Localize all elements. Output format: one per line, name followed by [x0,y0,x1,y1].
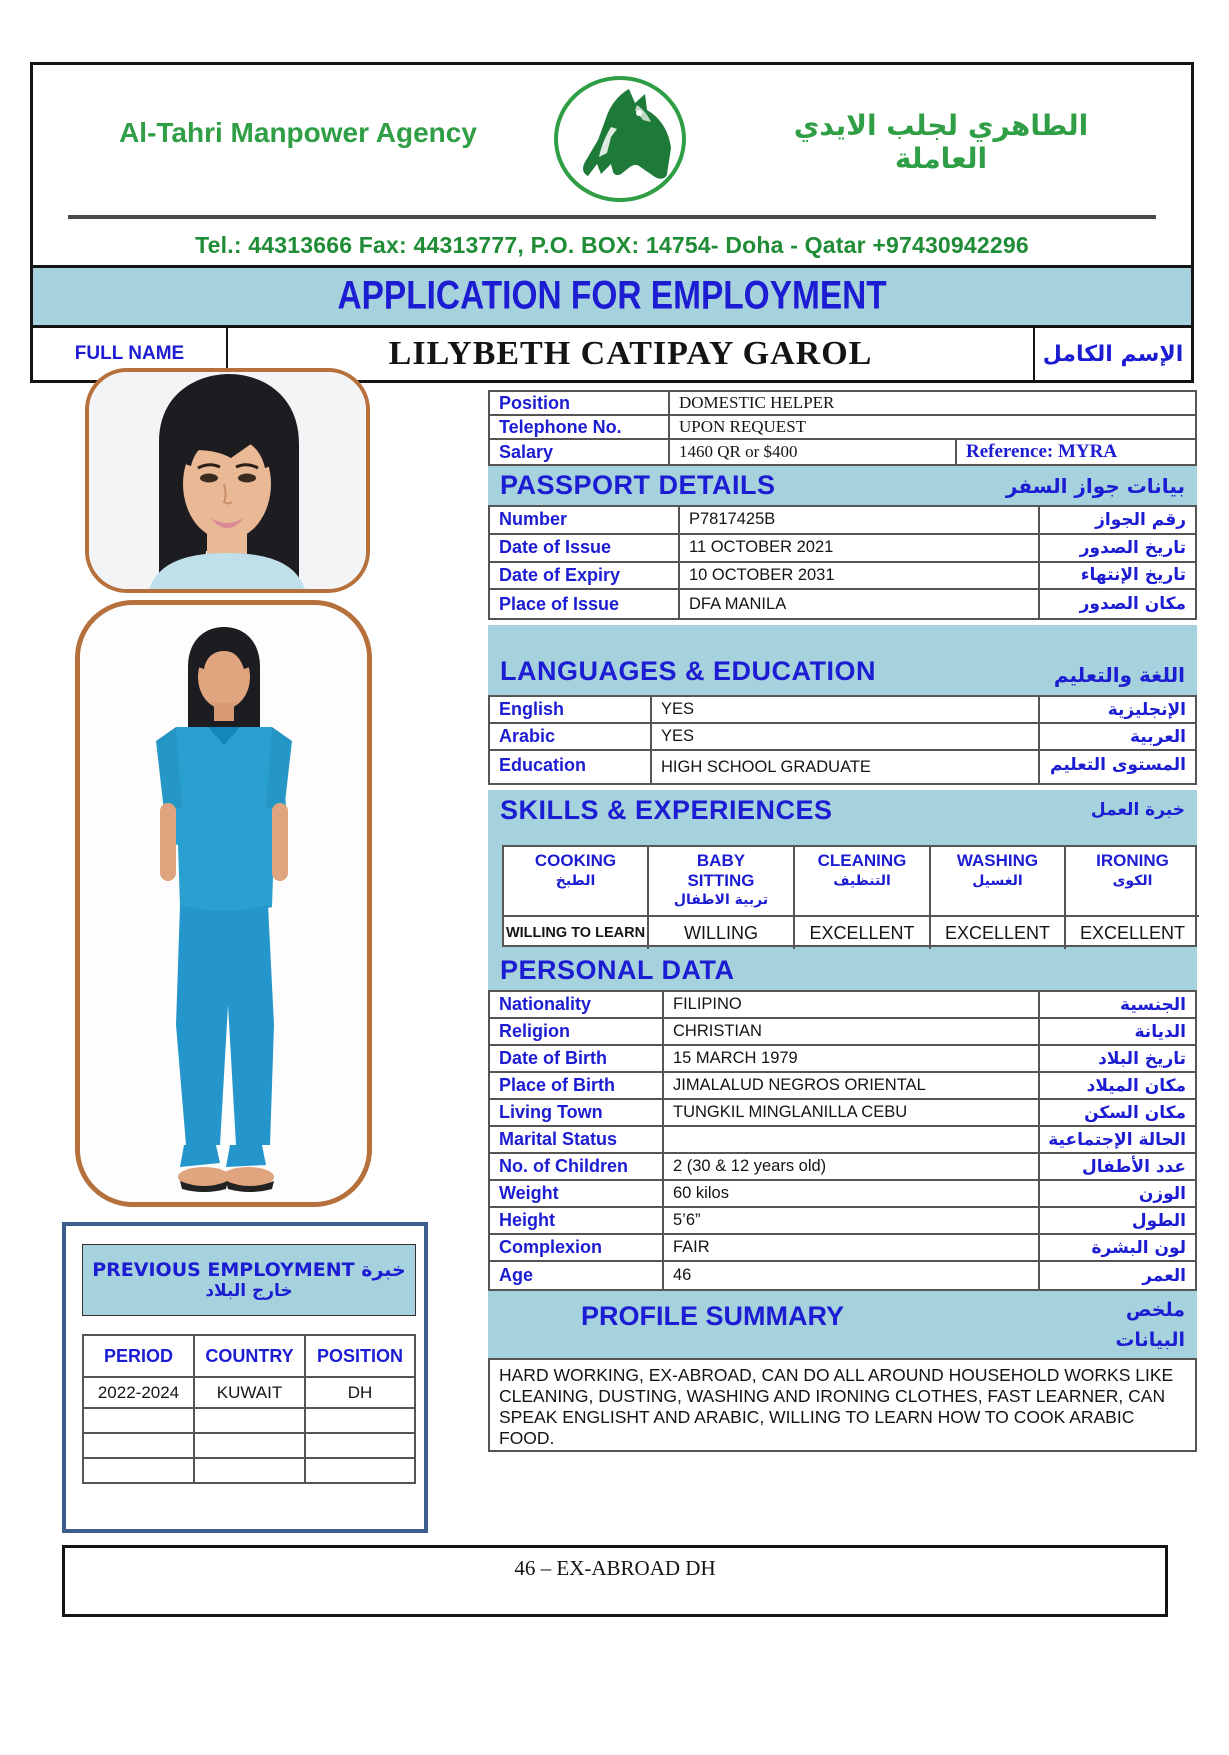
arabic-label: Arabic [490,724,652,751]
skill-ironing-rating: EXCELLENT [1079,922,1186,943]
passport-number-value: P7817425B [680,507,1040,535]
passport-number-label-arabic: رقم الجواز [1040,507,1195,535]
passport-issue-label-arabic: تاريخ الصدور [1040,535,1195,563]
employment-row-country [195,1459,306,1482]
agency-name-arabic: الطاهري لجلب الايدي العاملة [793,109,1089,175]
employment-row-period [84,1459,195,1482]
skill-cleaning-header: CLEANING التنظيف [795,847,931,917]
previous-employment-title-arabic: خارج البلاد [205,1281,293,1301]
languages-title-arabic: اللغة والتعليم [1053,663,1185,687]
profile-title-arabic: ملخص البيانات [1115,1299,1185,1352]
agency-contact-line: Tel.: 44313666 Fax: 44313777, P.O. BOX: 14754- Doha - Qatar +97430942296 [195,232,1029,258]
complexion-value: FAIR [664,1235,1040,1262]
horse-logo-icon [551,75,689,205]
employment-row-period: 2022-2024 [84,1378,195,1409]
previous-employment-box [62,1222,428,1533]
employment-row-position [306,1434,414,1459]
employment-row-country [195,1434,306,1459]
passport-title: PASSPORT DETAILS [500,470,776,500]
previous-employment-header [82,1244,416,1316]
employment-row-position [306,1459,414,1482]
education-value: HIGH SCHOOL GRADUATE [652,751,1040,783]
languages-title: LANGUAGES & EDUCATION [500,656,877,686]
height-label: Height [490,1208,664,1235]
skills-table-container [488,830,1197,950]
arabic-label-arabic: العربية [1040,724,1195,751]
birthdate-value: 15 MARCH 1979 [664,1046,1040,1073]
passport-expiry-label: Date of Expiry [490,563,680,591]
birthplace-value: JIMALALUD NEGROS ORIENTAL [664,1073,1040,1100]
agency-name-english: Al-Tahri Manpower Agency [119,117,477,148]
profile-title: PROFILE SUMMARY [581,1301,844,1331]
employment-row-period [84,1409,195,1434]
english-value: YES [652,697,1040,724]
livingtown-value: TUNGKIL MINGLANILLA CEBU [664,1100,1040,1127]
passport-section-header [488,466,1197,505]
profile-section-header [488,1291,1197,1358]
form-title: APPLICATION FOR EMPLOYMENT [337,273,887,319]
english-label: English [490,697,652,724]
passport-number-label: Number [490,507,680,535]
english-label-arabic: الإنجليزية [1040,697,1195,724]
height-label-arabic: الطول [1040,1208,1195,1235]
skills-section-header [488,790,1197,830]
skill-babysitting-rating: WILLING [649,917,795,949]
religion-label: Religion [490,1019,664,1046]
employment-row-country: KUWAIT [195,1378,306,1409]
passport-issue-label: Date of Issue [490,535,680,563]
passport-expiry-value: 10 OCTOBER 2031 [680,563,1040,591]
height-value: 5’6” [664,1208,1040,1235]
employment-row-position [306,1409,414,1434]
children-label-arabic: عدد الأطفال [1040,1154,1195,1181]
skill-ironing-header: IRONING الكوى [1066,847,1199,917]
marital-label: Marital Status [490,1127,664,1154]
age-label: Age [490,1262,664,1289]
salary-label: Salary [490,440,670,464]
employment-row-country [195,1409,306,1434]
weight-value: 60 kilos [664,1181,1040,1208]
birthplace-label-arabic: مكان الميلاد [1040,1073,1195,1100]
agency-header-box [30,62,1194,268]
weight-label: Weight [490,1181,664,1208]
complexion-label: Complexion [490,1235,664,1262]
personal-table [488,990,1197,1291]
skills-table [502,845,1197,947]
passport-place-label-arabic: مكان الصدور [1079,594,1186,615]
skill-washing-rating: EXCELLENT [931,917,1066,949]
arabic-value: YES [652,724,1040,751]
profile-summary-text: HARD WORKING, EX-ABROAD, CAN DO ALL AROUND HOUSEHOLD WORKS LIKE CLEANING, DUSTING, WASHING AND IRONING CLOTHES, FAST LEARNER, CAN SPEAK ENGLISHT AND ARABIC, WILLING TO LEARN HOW TO COOK ARABIC FOOD. [488,1358,1197,1452]
skills-title: SKILLS & EXPERIENCES [500,794,833,825]
personal-title: PERSONAL DATA [500,954,735,985]
footer-reference-box [62,1545,1168,1617]
nationality-value: FILIPINO [664,992,1040,1019]
education-label: Education [490,751,652,783]
skill-washing-header: WASHING الغسيل [931,847,1066,917]
nationality-label-arabic: الجنسية [1040,992,1195,1019]
birthplace-label: Place of Birth [490,1073,664,1100]
skill-cooking-rating: WILLING TO LEARN [504,917,649,949]
footer-reference-text: 46 – EX-ABROAD DH [514,1556,716,1580]
employment-row-period [84,1434,195,1459]
reference-value: Reference: MYRA [966,441,1118,462]
languages-table [488,695,1197,785]
telephone-value: UPON REQUEST [670,416,1195,440]
languages-section-header [488,625,1197,695]
complexion-label-arabic: لون البشرة [1040,1235,1195,1262]
position-value: DOMESTIC HELPER [670,392,1195,416]
education-label-arabic: المستوى التعليم [1050,755,1186,775]
position-label: Position [490,392,670,416]
livingtown-label: Living Town [490,1100,664,1127]
livingtown-label-arabic: مكان السكن [1040,1100,1195,1127]
previous-employment-table [82,1334,416,1484]
telephone-label: Telephone No. [490,416,670,440]
applicant-fullbody-photo [75,600,372,1207]
full-name-label: FULL NAME [33,328,228,380]
passport-title-arabic: بيانات جواز السفر [1005,473,1185,498]
contact-table [488,390,1197,466]
form-title-bar [30,268,1194,328]
nationality-label: Nationality [490,992,664,1019]
previous-employment-title: PREVIOUS EMPLOYMENT خبرة [92,1259,406,1281]
children-value: 2 (30 & 12 years old) [664,1154,1040,1181]
full-name-label-arabic: الإسم الكامل [1033,328,1191,380]
weight-label-arabic: الوزن [1040,1181,1195,1208]
marital-value [664,1127,1040,1154]
passport-issue-value: 11 OCTOBER 2021 [680,535,1040,563]
skill-babysitting-header: BABY SITTING تربية الاطفال [649,847,795,917]
passport-place-value: DFA MANILA [680,590,1040,618]
religion-label-arabic: الديانة [1040,1019,1195,1046]
country-column-header: COUNTRY [195,1336,306,1378]
age-label-arabic: العمر [1142,1265,1186,1286]
full-name-value: LILYBETH CATIPAY GAROL [388,335,873,372]
employment-row-position: DH [306,1378,414,1409]
children-label: No. of Children [490,1154,664,1181]
salary-value: 1460 QR or $400 [670,440,957,464]
birthdate-label-arabic: تاريخ البلاد [1040,1046,1195,1073]
skill-cooking-header: COOKING الطبخ [504,847,649,917]
skills-title-arabic: خبرة العمل [1090,800,1185,820]
position-column-header: POSITION [306,1336,414,1378]
passport-table [488,505,1197,620]
age-value: 46 [664,1262,1040,1289]
personal-section-header [488,950,1197,990]
birthdate-label: Date of Birth [490,1046,664,1073]
passport-place-label: Place of Issue [490,590,680,618]
religion-value: CHRISTIAN [664,1019,1040,1046]
marital-label-arabic: الحالة الإجتماعية [1040,1127,1195,1154]
period-column-header: PERIOD [84,1336,195,1378]
header-divider [68,215,1156,219]
applicant-portrait-photo [85,368,370,593]
passport-expiry-label-arabic: تاريخ الإنتهاء [1040,563,1195,591]
skill-cleaning-rating: EXCELLENT [795,917,931,949]
